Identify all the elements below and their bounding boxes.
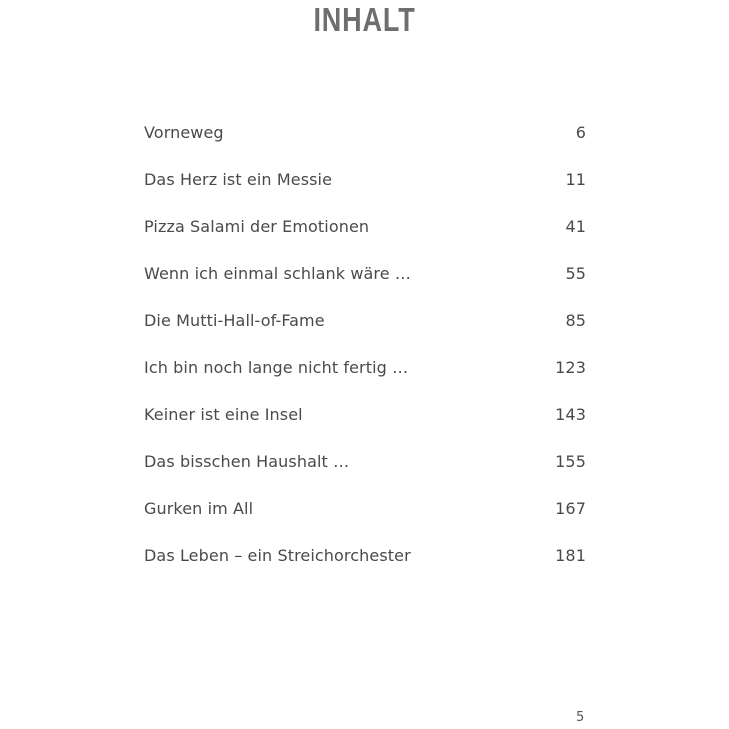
toc-entry-page: 181 (555, 546, 586, 565)
toc-entry-page: 167 (555, 499, 586, 518)
page-title: INHALT (313, 1, 416, 38)
toc-entry-page: 6 (575, 123, 586, 142)
toc-entry-title: Das bisschen Haushalt … (144, 452, 350, 471)
toc-entry-title: Gurken im All (144, 499, 254, 518)
toc-entry-page: 155 (555, 452, 586, 471)
toc-entry (144, 121, 586, 168)
toc-entry (144, 450, 586, 497)
toc-entry-title: Pizza Salami der Emotionen (144, 217, 370, 236)
page-number: 5 (576, 710, 585, 725)
toc-entry-title: Ich bin noch lange nicht fertig … (144, 358, 409, 377)
toc-entry (144, 497, 586, 544)
toc-entry (144, 403, 586, 450)
toc-entry-page: 55 (565, 264, 586, 283)
toc-entry-page: 143 (555, 405, 586, 424)
toc-entry-page: 123 (555, 358, 586, 377)
table-of-contents (144, 121, 586, 591)
toc-entry-title: Das Leben – ein Streichorchester (144, 546, 411, 565)
toc-entry (144, 215, 586, 262)
toc-entry-page: 41 (565, 217, 586, 236)
toc-entry-title: Die Mutti-Hall-of-Fame (144, 311, 325, 330)
toc-entry-title: Das Herz ist ein Messie (144, 170, 333, 189)
toc-entry-page: 85 (565, 311, 586, 330)
toc-entry-title: Vorneweg (144, 123, 224, 142)
toc-entry (144, 544, 586, 591)
toc-entry (144, 356, 586, 403)
toc-entry-title: Wenn ich einmal schlank wäre … (144, 264, 411, 283)
toc-entry-page: 11 (565, 170, 586, 189)
toc-entry (144, 168, 586, 215)
toc-entry-title: Keiner ist eine Insel (144, 405, 303, 424)
toc-entry (144, 309, 586, 356)
toc-entry (144, 262, 586, 309)
